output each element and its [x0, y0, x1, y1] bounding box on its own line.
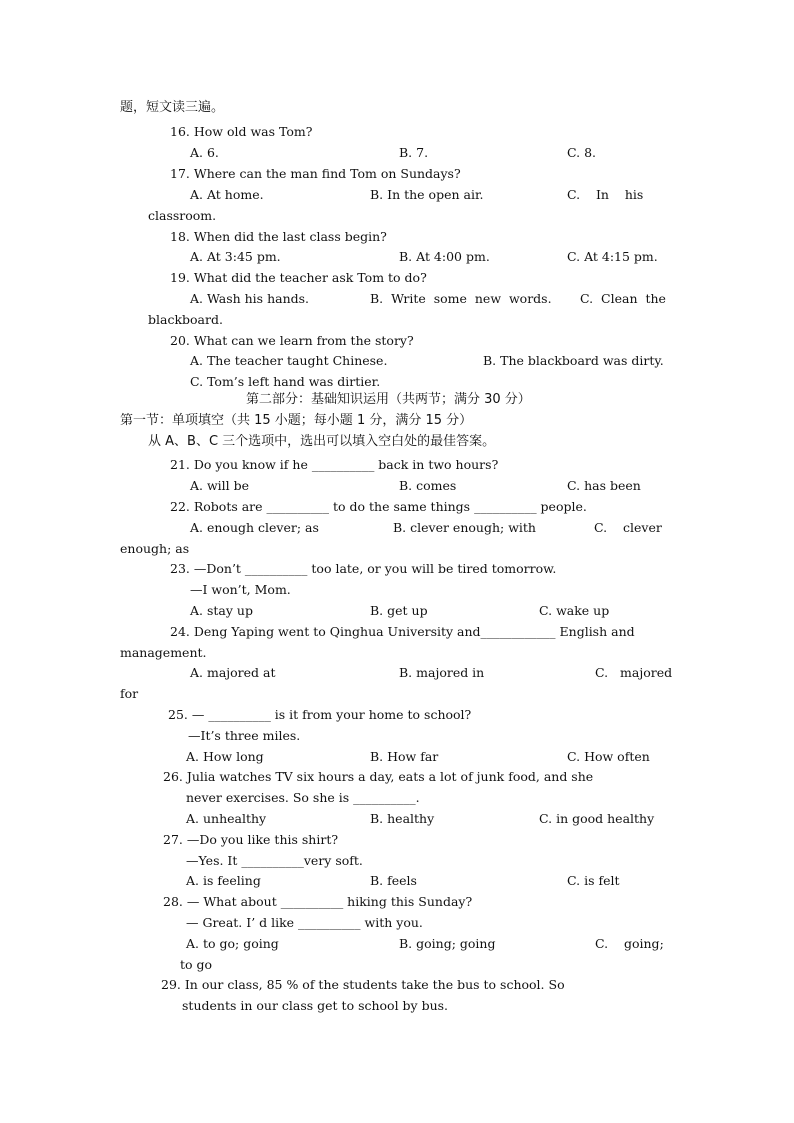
- q25-option-a: A. How long: [186, 749, 264, 764]
- question-26-cont: never exercises. So she is __________.: [186, 790, 420, 805]
- question-25: 25. — __________ is it from your home to school?: [168, 707, 472, 722]
- q22-option-c: C. clever: [594, 520, 662, 535]
- q20-option-b: B. The blackboard was dirty.: [483, 353, 664, 368]
- question-21: 21. Do you know if he __________ back in two hours?: [170, 457, 499, 472]
- question-17: 17. Where can the man find Tom on Sundays?: [170, 166, 461, 181]
- question-28: 28. — What about __________ hiking this Sunday?: [163, 894, 473, 909]
- q23-reply: —I won’t, Mom.: [190, 582, 291, 597]
- q26-option-a: A. unhealthy: [186, 811, 267, 826]
- question-24: 24. Deng Yaping went to Qinghua University and____________ English and: [170, 624, 635, 639]
- section1-instruction: 从 A、B、C 三个选项中，选出可以填入空白处的最佳答案。: [148, 434, 496, 449]
- q16-option-a: A. 6.: [190, 145, 219, 160]
- q19-option-a: A. Wash his hands.: [190, 291, 310, 306]
- q28-reply: — Great. I’ d like __________ with you.: [186, 915, 423, 930]
- q22-option-b: B. clever enough; with: [393, 520, 536, 535]
- q20-option-c: C. Tom’s left hand was dirtier.: [190, 374, 381, 389]
- q19-option-c-cont: blackboard.: [148, 312, 223, 327]
- q17-option-b: B. In the open air.: [370, 187, 484, 202]
- question-29-cont: students in our class get to school by bus.: [182, 998, 449, 1013]
- q24-option-c-cont: for: [120, 686, 139, 701]
- q24-option-c: C. majored: [595, 665, 673, 680]
- q27-option-c: C. is felt: [567, 873, 620, 888]
- q18-option-b: B. At 4:00 pm.: [399, 249, 490, 264]
- q28-option-b: B. going; going: [399, 936, 496, 951]
- q23-option-c: C. wake up: [539, 603, 610, 618]
- q18-option-a: A. At 3:45 pm.: [190, 249, 281, 264]
- q28-option-c-cont: to go: [180, 957, 213, 972]
- q21-option-a: A. will be: [190, 478, 250, 493]
- q18-option-c: C. At 4:15 pm.: [567, 249, 658, 264]
- q16-option-b: B. 7.: [399, 145, 429, 160]
- q27-reply: —Yes. It __________very soft.: [186, 853, 363, 868]
- q24-option-b: B. majored in: [399, 665, 485, 680]
- q25-reply: —It’s three miles.: [188, 728, 301, 743]
- question-16: 16. How old was Tom?: [170, 124, 313, 139]
- section1-title: 第一节：单项填空（共 15 小题；每小题 1 分，满分 15 分）: [120, 413, 473, 428]
- q20-option-a: A. The teacher taught Chinese.: [190, 353, 388, 368]
- q17-option-c: C. In his: [567, 187, 644, 202]
- q16-option-c: C. 8.: [567, 145, 596, 160]
- q28-option-c: C. going;: [595, 936, 664, 951]
- question-20: 20. What can we learn from the story?: [170, 333, 414, 348]
- q21-option-c: C. has been: [567, 478, 641, 493]
- q19-option-c: C. Clean the: [580, 291, 666, 306]
- q17-option-a: A. At home.: [190, 187, 264, 202]
- q28-option-a: A. to go; going: [186, 936, 279, 951]
- question-26: 26. Julia watches TV six hours a day, eats a lot of junk food, and she: [163, 769, 594, 784]
- question-22: 22. Robots are __________ to do the same things __________ people.: [170, 499, 587, 514]
- q17-option-c-cont: classroom.: [148, 208, 217, 223]
- question-29: 29. In our class, 85 % of the students take the bus to school. So: [161, 977, 565, 992]
- q24-option-a: A. majored at: [190, 665, 276, 680]
- q22-option-c-cont: enough; as: [120, 541, 190, 556]
- question-18: 18. When did the last class begin?: [170, 229, 387, 244]
- q22-option-a: A. enough clever; as: [190, 520, 319, 535]
- intro-text: 题，短文读三遍。: [120, 100, 225, 115]
- part2-title: 第二部分：基础知识运用（共两节；满分 30 分）: [246, 392, 531, 407]
- question-23: 23. —Don’t __________ too late, or you will be tired tomorrow.: [170, 561, 557, 576]
- question-24-cont: management.: [120, 645, 207, 660]
- question-27: 27. —Do you like this shirt?: [163, 832, 339, 847]
- question-19: 19. What did the teacher ask Tom to do?: [170, 270, 427, 285]
- q26-option-b: B. healthy: [370, 811, 435, 826]
- q27-option-a: A. is feeling: [186, 873, 261, 888]
- q25-option-c: C. How often: [567, 749, 650, 764]
- q27-option-b: B. feels: [370, 873, 417, 888]
- q19-option-b: B. Write some new words.: [370, 291, 552, 306]
- q23-option-a: A. stay up: [190, 603, 253, 618]
- q21-option-b: B. comes: [399, 478, 457, 493]
- q23-option-b: B. get up: [370, 603, 428, 618]
- q25-option-b: B. How far: [370, 749, 439, 764]
- q26-option-c: C. in good healthy: [539, 811, 655, 826]
